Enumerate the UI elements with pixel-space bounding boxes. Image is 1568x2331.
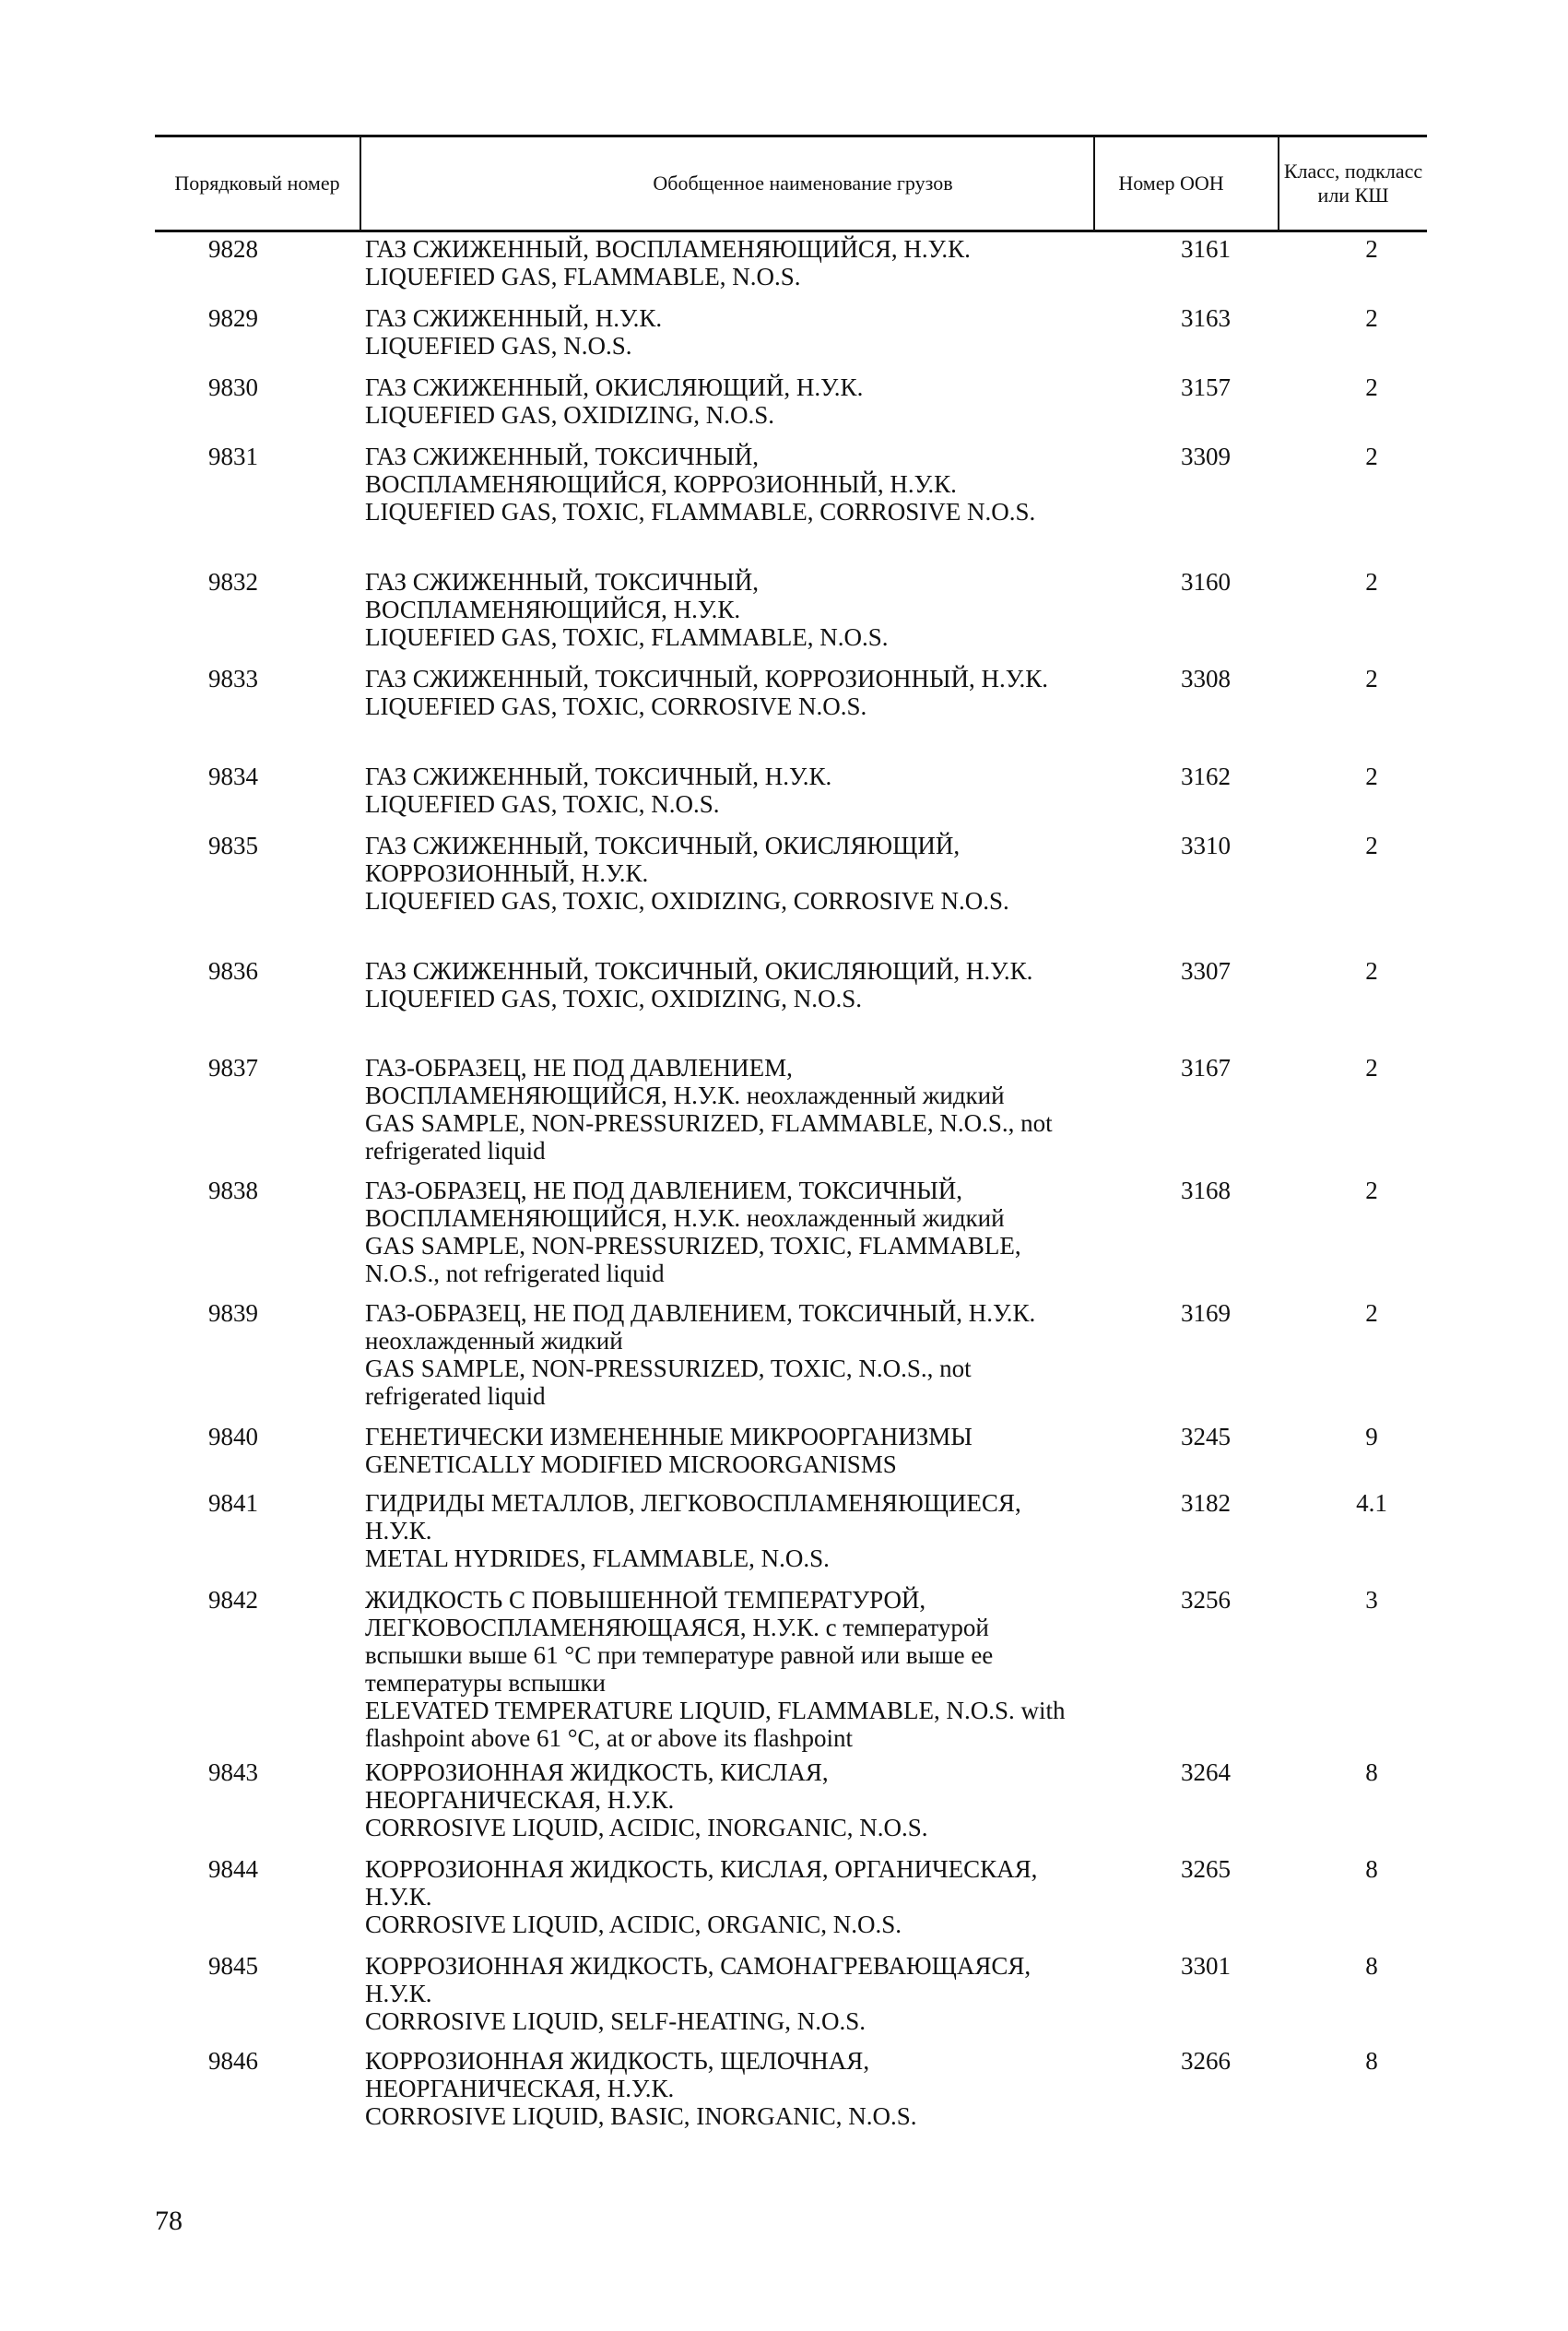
un-number: 3256 <box>1181 1586 1231 1614</box>
hazard-class: 2 <box>1365 763 1378 790</box>
hazard-class: 2 <box>1365 443 1378 470</box>
table-header <box>155 135 1427 232</box>
cargo-name <box>365 1586 1066 1752</box>
row-number: 9835 <box>208 832 258 859</box>
cargo-name-ru: ГАЗ СЖИЖЕННЫЙ, ТОКСИЧНЫЙ, ОКИСЛЯЮЩИЙ, Н.У.К. <box>365 957 1033 985</box>
un-number: 3266 <box>1181 2047 1231 2075</box>
header-un: Номер ООН <box>1118 172 1224 195</box>
hazard-class: 2 <box>1365 832 1378 859</box>
cargo-name-en: LIQUEFIED GAS, TOXIC, CORROSIVE N.O.S. <box>365 692 867 720</box>
table-row <box>155 373 1427 431</box>
un-number: 3245 <box>1181 1423 1231 1450</box>
cargo-name <box>365 763 1066 818</box>
cargo-name-en: ELEVATED TEMPERATURE LIQUID, FLAMMABLE, N.O.S. with flashpoint above 61 °C, at or above its flashpoint <box>365 1697 1066 1752</box>
table-row <box>155 763 1427 820</box>
cargo-name-en: GAS SAMPLE, NON-PRESSURIZED, FLAMMABLE, N.O.S., not refrigerated liquid <box>365 1109 1053 1165</box>
cargo-name <box>365 1855 1066 1938</box>
hazard-class: 4.1 <box>1356 1489 1387 1517</box>
table-row <box>155 1489 1427 1575</box>
hazard-class: 2 <box>1365 1177 1378 1204</box>
un-number: 3301 <box>1181 1952 1231 1980</box>
cargo-name-ru: КОРРОЗИОННАЯ ЖИДКОСТЬ, КИСЛАЯ, НЕОРГАНИЧЕСКАЯ, Н.У.К. <box>365 1758 829 1814</box>
header-class: Класс, подкласс или КШ <box>1283 160 1423 207</box>
hazard-class: 8 <box>1365 1952 1378 1980</box>
un-number: 3168 <box>1181 1177 1231 1204</box>
table-row <box>155 235 1427 292</box>
hazard-class: 2 <box>1365 665 1378 692</box>
cargo-name-ru: ГИДРИДЫ МЕТАЛЛОВ, ЛЕГКОВОСПЛАМЕНЯЮЩИЕСЯ, Н.У.К. <box>365 1489 1021 1544</box>
row-number: 9832 <box>208 568 258 596</box>
un-number: 3182 <box>1181 1489 1231 1517</box>
cargo-name-ru: ГЕНЕТИЧЕСКИ ИЗМЕНЕННЫЕ МИКРООРГАНИЗМЫ <box>365 1423 973 1450</box>
cargo-name <box>365 957 1066 1012</box>
cargo-name <box>365 1054 1066 1165</box>
cargo-name-en: LIQUEFIED GAS, FLAMMABLE, N.O.S. <box>365 263 801 290</box>
hazard-class: 8 <box>1365 1758 1378 1786</box>
table-row <box>155 1586 1427 1752</box>
cargo-name-en: LIQUEFIED GAS, N.O.S. <box>365 332 632 360</box>
cargo-name-en: GAS SAMPLE, NON-PRESSURIZED, TOXIC, FLAMMABLE, N.O.S., not refrigerated liquid <box>365 1232 1021 1287</box>
table-row <box>155 1299 1427 1413</box>
table-row <box>155 1952 1427 2038</box>
row-number: 9846 <box>208 2047 258 2075</box>
un-number: 3308 <box>1181 665 1231 692</box>
hazard-class: 2 <box>1365 1054 1378 1082</box>
cargo-name-en: LIQUEFIED GAS, TOXIC, N.O.S. <box>365 790 720 818</box>
row-number: 9830 <box>208 373 258 401</box>
cargo-name-ru: ЖИДКОСТЬ С ПОВЫШЕННОЙ ТЕМПЕРАТУРОЙ, ЛЕГКОВОСПЛАМЕНЯЮЩАЯСЯ, Н.У.К. с температурой вспышки выше 61 °С при температуре равной или выше ее температуры вспышки <box>365 1586 994 1697</box>
table-row <box>155 304 1427 361</box>
un-number: 3167 <box>1181 1054 1231 1082</box>
cargo-name-ru: ГАЗ СЖИЖЕННЫЙ, Н.У.К. <box>365 304 663 332</box>
header-name: Обобщенное наименование грузов <box>653 172 953 195</box>
table-row <box>155 1423 1427 1480</box>
hazard-class: 8 <box>1365 1855 1378 1883</box>
cargo-name-ru: КОРРОЗИОННАЯ ЖИДКОСТЬ, САМОНАГРЕВАЮЩАЯСЯ, Н.У.К. <box>365 1952 1032 2007</box>
cargo-name <box>365 304 1066 360</box>
row-number: 9844 <box>208 1855 258 1883</box>
row-number: 9840 <box>208 1423 258 1450</box>
row-number: 9833 <box>208 665 258 692</box>
table-row <box>155 1758 1427 1844</box>
hazard-class: 9 <box>1365 1423 1378 1450</box>
row-number: 9834 <box>208 763 258 790</box>
cargo-name-en: LIQUEFIED GAS, OXIDIZING, N.O.S. <box>365 401 774 429</box>
cargo-name-en: CORROSIVE LIQUID, ACIDIC, ORGANIC, N.O.S. <box>365 1911 902 1938</box>
hazard-class: 2 <box>1365 957 1378 985</box>
cargo-name <box>365 1952 1066 2035</box>
table-row <box>155 568 1427 654</box>
row-number: 9836 <box>208 957 258 985</box>
cargo-name-ru: ГАЗ СЖИЖЕННЫЙ, ТОКСИЧНЫЙ, Н.У.К. <box>365 763 832 790</box>
un-number: 3264 <box>1181 1758 1231 1786</box>
table-row <box>155 1054 1427 1167</box>
row-number: 9831 <box>208 443 258 470</box>
table-row <box>155 957 1427 1043</box>
row-number: 9839 <box>208 1299 258 1327</box>
table-row <box>155 2047 1427 2133</box>
cargo-name <box>365 2047 1066 2130</box>
cargo-name <box>365 1489 1066 1572</box>
un-number: 3157 <box>1181 373 1231 401</box>
table-row <box>155 1177 1427 1290</box>
table-row <box>155 443 1427 556</box>
row-number: 9837 <box>208 1054 258 1082</box>
cargo-name <box>365 665 1066 720</box>
hazard-class: 2 <box>1365 235 1378 263</box>
cargo-name-ru: ГАЗ СЖИЖЕННЫЙ, ТОКСИЧНЫЙ, ВОСПЛАМЕНЯЮЩИЙСЯ, КОРРОЗИОННЫЙ, Н.У.К. <box>365 443 957 498</box>
cargo-name-en: CORROSIVE LIQUID, SELF-HEATING, N.O.S. <box>365 2007 866 2035</box>
row-number: 9842 <box>208 1586 258 1614</box>
cargo-name-ru: ГАЗ-ОБРАЗЕЦ, НЕ ПОД ДАВЛЕНИЕМ, ТОКСИЧНЫЙ, ВОСПЛАМЕНЯЮЩИЙСЯ, Н.У.К. неохлажденный жидкий <box>365 1177 1005 1232</box>
cargo-name-ru: ГАЗ СЖИЖЕННЫЙ, ВОСПЛАМЕНЯЮЩИЙСЯ, Н.У.К. <box>365 235 971 263</box>
cargo-name <box>365 832 1066 915</box>
un-number: 3160 <box>1181 568 1231 596</box>
hazard-class: 8 <box>1365 2047 1378 2075</box>
cargo-name-en: METAL HYDRIDES, FLAMMABLE, N.O.S. <box>365 1544 830 1572</box>
un-number: 3161 <box>1181 235 1231 263</box>
un-number: 3162 <box>1181 763 1231 790</box>
cargo-name <box>365 235 1066 290</box>
table-row <box>155 665 1427 751</box>
cargo-name-en: CORROSIVE LIQUID, BASIC, INORGANIC, N.O.S. <box>365 2102 917 2130</box>
cargo-name-en: LIQUEFIED GAS, TOXIC, OXIDIZING, CORROSIVE N.O.S. <box>365 887 1009 915</box>
row-number: 9845 <box>208 1952 258 1980</box>
cargo-name-en: GAS SAMPLE, NON-PRESSURIZED, TOXIC, N.O.S., not refrigerated liquid <box>365 1355 972 1410</box>
un-number: 3309 <box>1181 443 1231 470</box>
cargo-name-en: LIQUEFIED GAS, TOXIC, FLAMMABLE, CORROSIVE N.O.S. <box>365 498 1036 526</box>
cargo-name-ru: КОРРОЗИОННАЯ ЖИДКОСТЬ, ЩЕЛОЧНАЯ, НЕОРГАНИЧЕСКАЯ, Н.У.К. <box>365 2047 870 2102</box>
hazard-class: 2 <box>1365 1299 1378 1327</box>
cargo-name-ru: ГАЗ СЖИЖЕННЫЙ, ТОКСИЧНЫЙ, КОРРОЗИОННЫЙ, Н.У.К. <box>365 665 1048 692</box>
un-number: 3307 <box>1181 957 1231 985</box>
row-number: 9841 <box>208 1489 258 1517</box>
hazard-class: 2 <box>1365 304 1378 332</box>
cargo-name-en: CORROSIVE LIQUID, ACIDIC, INORGANIC, N.O.S. <box>365 1814 928 1841</box>
cargo-name-ru: ГАЗ СЖИЖЕННЫЙ, ТОКСИЧНЫЙ, ВОСПЛАМЕНЯЮЩИЙСЯ, Н.У.К. <box>365 568 760 623</box>
cargo-name <box>365 1423 1066 1478</box>
cargo-name <box>365 568 1066 651</box>
cargo-name-ru: ГАЗ-ОБРАЗЕЦ, НЕ ПОД ДАВЛЕНИЕМ, ТОКСИЧНЫЙ, Н.У.К. неохлажденный жидкий <box>365 1299 1036 1355</box>
row-number: 9843 <box>208 1758 258 1786</box>
row-number: 9828 <box>208 235 258 263</box>
table-row <box>155 832 1427 945</box>
cargo-name <box>365 1177 1066 1287</box>
cargo-name-en: LIQUEFIED GAS, TOXIC, FLAMMABLE, N.O.S. <box>365 623 889 651</box>
un-number: 3310 <box>1181 832 1231 859</box>
cargo-name <box>365 373 1066 429</box>
un-number: 3265 <box>1181 1855 1231 1883</box>
row-number: 9829 <box>208 304 258 332</box>
cargo-name <box>365 443 1066 526</box>
cargo-name-ru: ГАЗ-ОБРАЗЕЦ, НЕ ПОД ДАВЛЕНИЕМ, ВОСПЛАМЕНЯЮЩИЙСЯ, Н.У.К. неохлажденный жидкий <box>365 1054 1005 1109</box>
un-number: 3163 <box>1181 304 1231 332</box>
cargo-name-ru: ГАЗ СЖИЖЕННЫЙ, ОКИСЛЯЮЩИЙ, Н.У.К. <box>365 373 864 401</box>
cargo-name-en: GENETICALLY MODIFIED MICROORGANISMS <box>365 1450 897 1478</box>
cargo-name-en: LIQUEFIED GAS, TOXIC, OXIDIZING, N.O.S. <box>365 985 862 1012</box>
header-number: Порядковый номер <box>174 172 340 195</box>
hazard-class: 2 <box>1365 373 1378 401</box>
cargo-name-ru: ГАЗ СЖИЖЕННЫЙ, ТОКСИЧНЫЙ, ОКИСЛЯЮЩИЙ, КОРРОЗИОННЫЙ, Н.У.К. <box>365 832 961 887</box>
table-row <box>155 1855 1427 1941</box>
page-number: 78 <box>155 2206 183 2236</box>
cargo-name-ru: КОРРОЗИОННАЯ ЖИДКОСТЬ, КИСЛАЯ, ОРГАНИЧЕСКАЯ, Н.У.К. <box>365 1855 1038 1911</box>
row-number: 9838 <box>208 1177 258 1204</box>
cargo-name <box>365 1299 1066 1410</box>
cargo-name <box>365 1758 1066 1841</box>
un-number: 3169 <box>1181 1299 1231 1327</box>
hazard-class: 2 <box>1365 568 1378 596</box>
hazard-class: 3 <box>1365 1586 1378 1614</box>
